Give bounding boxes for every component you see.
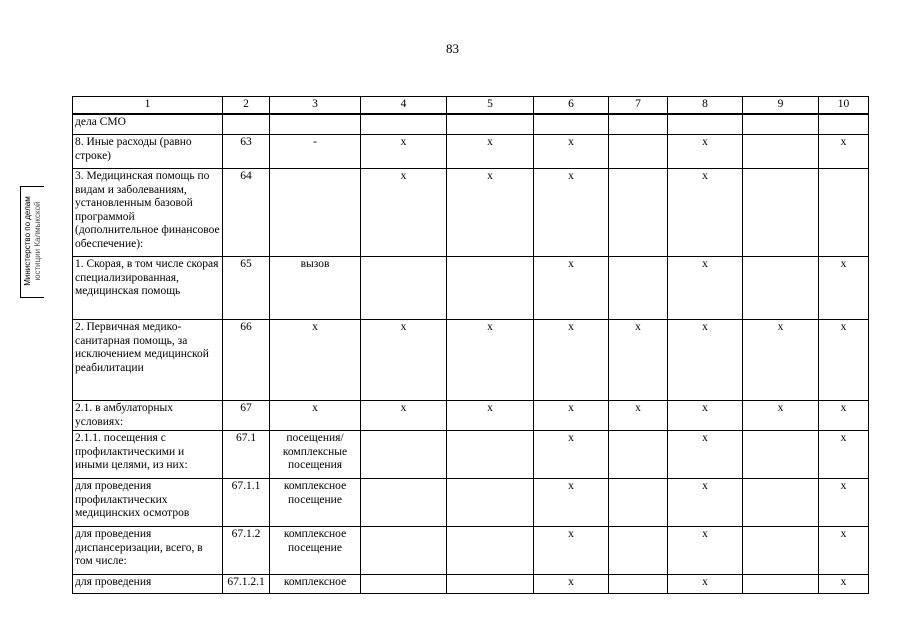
table-cell: х <box>668 479 743 527</box>
table-cell: х <box>534 479 609 527</box>
table-cell: х <box>270 401 361 431</box>
table-cell <box>668 114 743 135</box>
table-cell: х <box>447 320 534 401</box>
table-cell: 63 <box>223 135 270 169</box>
column-header: 10 <box>819 97 869 114</box>
table-cell: х <box>668 135 743 169</box>
row-name-cell: 2.1.1. посещения с профилактическими и иными целями, из них: <box>73 431 223 479</box>
table-cell: посещения/ комплексные посещения <box>270 431 361 479</box>
table-cell <box>819 114 869 135</box>
table-cell <box>447 257 534 320</box>
table-cell: х <box>447 401 534 431</box>
table-row <box>73 431 869 479</box>
table-cell <box>743 257 819 320</box>
table-cell: х <box>534 257 609 320</box>
table-cell <box>361 527 447 575</box>
table-cell <box>743 169 819 257</box>
table-cell: комплексное посещение <box>270 527 361 575</box>
column-header: 3 <box>270 97 361 114</box>
table-cell <box>609 257 668 320</box>
table-cell: х <box>270 320 361 401</box>
table-row <box>73 257 869 320</box>
table-cell <box>270 114 361 135</box>
table-cell: 67.1.2 <box>223 527 270 575</box>
table-cell <box>743 431 819 479</box>
table-cell <box>609 169 668 257</box>
table-cell: 67.1.2.1 <box>223 575 270 594</box>
table-cell: х <box>361 135 447 169</box>
table-cell <box>609 431 668 479</box>
table-cell: х <box>819 575 869 594</box>
table-cell <box>609 114 668 135</box>
row-name-cell: 2.1. в амбулаторных условиях: <box>73 401 223 431</box>
table-cell: комплексное посещение <box>270 479 361 527</box>
row-name-cell: для проведения диспансеризации, всего, в том числе: <box>73 527 223 575</box>
registration-stamp <box>20 186 44 298</box>
table-cell <box>447 114 534 135</box>
table-cell: х <box>819 479 869 527</box>
table-cell: х <box>819 135 869 169</box>
table-cell: х <box>447 169 534 257</box>
table-row <box>73 527 869 575</box>
table-cell: х <box>361 401 447 431</box>
table-cell: 65 <box>223 257 270 320</box>
table-row <box>73 575 869 594</box>
table-cell: х <box>534 169 609 257</box>
table-cell: 67.1 <box>223 431 270 479</box>
table-cell <box>447 575 534 594</box>
stamp-line-1: Министерство по делам <box>23 196 32 286</box>
table-cell: х <box>819 320 869 401</box>
column-header: 7 <box>609 97 668 114</box>
table-row <box>73 114 869 135</box>
column-header: 6 <box>534 97 609 114</box>
table-cell: х <box>534 320 609 401</box>
table-cell: х <box>668 257 743 320</box>
table-cell: 67 <box>223 401 270 431</box>
table-cell: х <box>534 575 609 594</box>
table-cell: х <box>819 401 869 431</box>
table-cell: 67.1.1 <box>223 479 270 527</box>
row-name-cell: 1. Скорая, в том числе скорая специализированная, медицинская помощь <box>73 257 223 320</box>
table-cell: х <box>668 401 743 431</box>
table-cell: х <box>668 575 743 594</box>
table-cell: х <box>534 401 609 431</box>
table-cell: х <box>534 431 609 479</box>
table-cell <box>361 575 447 594</box>
table-cell <box>609 135 668 169</box>
table-cell <box>743 479 819 527</box>
row-name-cell: дела СМО <box>73 114 223 135</box>
table-cell <box>223 114 270 135</box>
report-table <box>72 96 869 594</box>
table-cell: х <box>534 527 609 575</box>
table-cell: х <box>447 135 534 169</box>
row-name-cell: 2. Первичная медико-санитарная помощь, за исключением медицинской реабилитации <box>73 320 223 401</box>
table-cell <box>447 527 534 575</box>
column-header: 9 <box>743 97 819 114</box>
table-cell <box>534 114 609 135</box>
table-cell <box>361 257 447 320</box>
table-cell <box>609 527 668 575</box>
table-cell <box>819 169 869 257</box>
column-header: 1 <box>73 97 223 114</box>
table-cell <box>447 431 534 479</box>
row-name-cell: для проведения <box>73 575 223 594</box>
table-cell: - <box>270 135 361 169</box>
table-cell: х <box>819 431 869 479</box>
table-cell <box>447 479 534 527</box>
table-cell: х <box>743 320 819 401</box>
column-header: 2 <box>223 97 270 114</box>
table-cell: комплексное <box>270 575 361 594</box>
table-cell: х <box>361 169 447 257</box>
table-cell <box>609 479 668 527</box>
table-cell: х <box>819 257 869 320</box>
table-cell: х <box>668 169 743 257</box>
table-cell: х <box>534 135 609 169</box>
table-cell <box>361 114 447 135</box>
table-cell: х <box>819 527 869 575</box>
table-cell <box>609 575 668 594</box>
table-cell: х <box>609 401 668 431</box>
table-row <box>73 320 869 401</box>
table-cell: 64 <box>223 169 270 257</box>
table-header-row <box>73 97 869 114</box>
column-header: 4 <box>361 97 447 114</box>
row-name-cell: 8. Иные расходы (равно строке) <box>73 135 223 169</box>
column-header: 8 <box>668 97 743 114</box>
table-cell <box>361 431 447 479</box>
table-cell <box>743 575 819 594</box>
stamp-line-2: юстиции Калмыкской <box>33 201 42 281</box>
table-cell <box>270 169 361 257</box>
table-cell: вызов <box>270 257 361 320</box>
table-row <box>73 479 869 527</box>
table-cell <box>743 527 819 575</box>
row-name-cell: для проведения профилактических медицинских осмотров <box>73 479 223 527</box>
table-cell <box>361 479 447 527</box>
column-header: 5 <box>447 97 534 114</box>
table-cell: х <box>668 431 743 479</box>
table-cell <box>743 135 819 169</box>
page-number: 83 <box>446 41 459 56</box>
table-cell: х <box>361 320 447 401</box>
table-cell: х <box>743 401 819 431</box>
table-row <box>73 401 869 431</box>
table-row <box>73 135 869 169</box>
table-row <box>73 169 869 257</box>
table-cell: х <box>668 527 743 575</box>
row-name-cell: 3. Медицинская помощь по видам и заболеваниям, установленным базовой программой (дополнительное финансовое обеспечение): <box>73 169 223 257</box>
table-cell: х <box>668 320 743 401</box>
table-cell: х <box>609 320 668 401</box>
table-cell: 66 <box>223 320 270 401</box>
table-cell <box>743 114 819 135</box>
